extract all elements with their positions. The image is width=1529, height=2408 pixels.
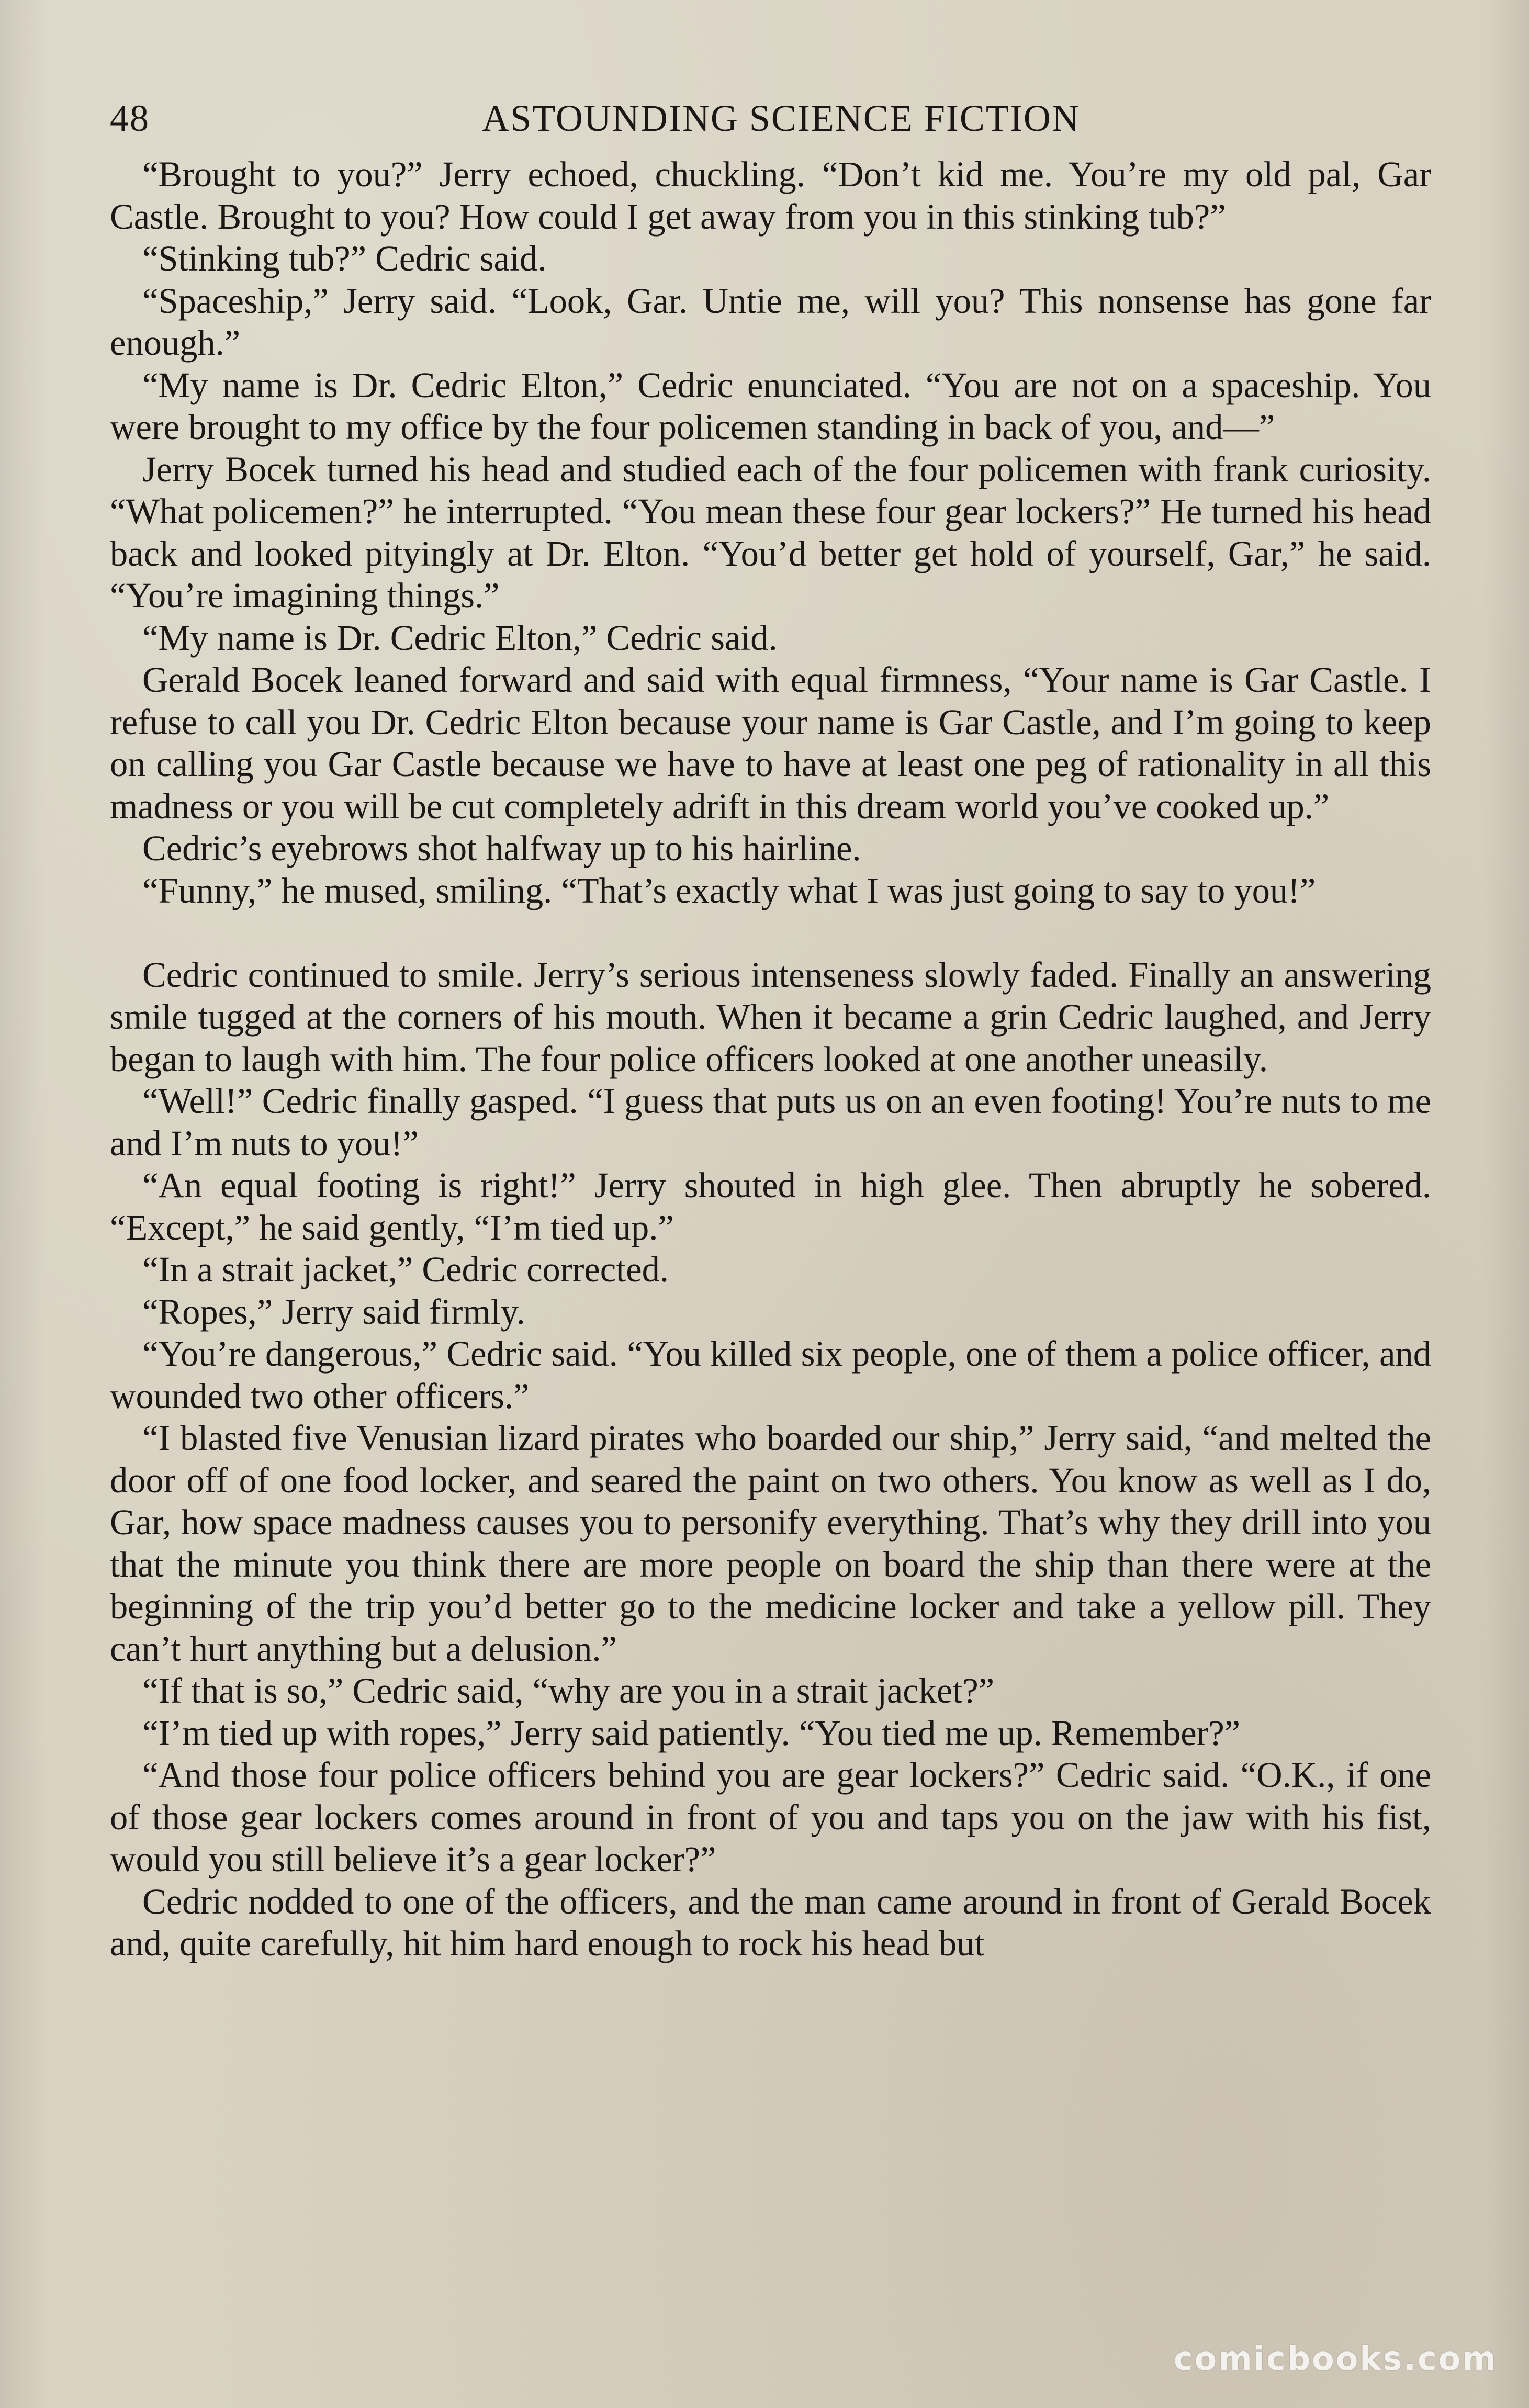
paragraph: “I blasted five Venusian lizard pirates who boarded our ship,” Jerry said, “and melted the door off of one food locker, and seared the paint on two others. You know as well as I do, Gar, how space madness causes you to personify everything. That’s why they drill into you that the minute you think there are more people on board the ship than there were at the beginning of the trip you’d better go to the medicine locker and take a yellow pill. They can’t hurt anything but a delusion.”: [110, 1418, 1431, 1669]
running-head: [110, 97, 1431, 153]
paragraph: Cedric’s eyebrows shot halfway up to his hairline.: [142, 828, 861, 868]
paragraph: “And those four police officers behind you are gear lockers?” Cedric said. “O.K., if one of those gear lockers comes around in front of you and taps you on the jaw with his fist, would you still believe it’s a gear locker?”: [110, 1755, 1431, 1879]
watermark: comicbooks.com: [1173, 2339, 1498, 2378]
paragraph: “My name is Dr. Cedric Elton,” Cedric enunciated. “You are not on a spaceship. You were brought to my office by the four policemen standing in back of you, and—”: [110, 365, 1431, 447]
paragraph: “You’re dangerous,” Cedric said. “You killed six people, one of them a police officer, and wounded two other officers.”: [110, 1334, 1431, 1416]
paragraph: “Brought to you?” Jerry echoed, chuckling. “Don’t kid me. You’re my old pal, Gar Castle. Brought to you? How could I get away from you in this stinking tub?”: [110, 154, 1431, 237]
paragraph: “An equal footing is right!” Jerry shouted in high glee. Then abruptly he sobered. “Except,” he said gently, “I’m tied up.”: [110, 1165, 1431, 1247]
page-number: 48: [110, 97, 150, 139]
paragraph: Cedric continued to smile. Jerry’s serious intenseness slowly faded. Finally an answering smile tugged at the corners of his mouth. When it became a grin Cedric laughed, and Jerry began to laugh with him. The four police officers looked at one another uneasily.: [110, 954, 1431, 1079]
paragraph: “Funny,” he mused, smiling. “That’s exactly what I was just going to say to you!”: [142, 870, 1316, 910]
paragraph: “Ropes,” Jerry said firmly.: [142, 1291, 525, 1332]
paragraph: “Stinking tub?” Cedric said.: [142, 239, 547, 278]
paragraph: “Spaceship,” Jerry said. “Look, Gar. Untie me, will you? This nonsense has gone far enough.”: [110, 280, 1431, 363]
paragraph: “My name is Dr. Cedric Elton,” Cedric said.: [142, 617, 778, 658]
book-page: [110, 97, 1431, 2347]
paragraph: Cedric nodded to one of the officers, and the man came around in front of Gerald Bocek and, quite carefully, hit him hard enough to rock his head but: [110, 1881, 1431, 1963]
paragraph: Jerry Bocek turned his head and studied each of the four policemen with frank curiosity. “What policemen?” he interrupted. “You mean these four gear lockers?” He turned his head back and looked pityingly at Dr. Elton. “You’d better get hold of yourself, Gar,” he said. “You’re imagining things.”: [110, 449, 1431, 615]
story-text: [110, 153, 1431, 1965]
section-break: [110, 912, 1431, 954]
paragraph: “In a strait jacket,” Cedric corrected.: [142, 1250, 669, 1289]
paragraph: “Well!” Cedric finally gasped. “I guess that puts us on an even footing! You’re nuts to me and I’m nuts to you!”: [110, 1081, 1431, 1163]
paragraph: “I’m tied up with ropes,” Jerry said patiently. “You tied me up. Remember?”: [142, 1713, 1241, 1753]
magazine-title: ASTOUNDING SCIENCE FICTION: [482, 97, 1080, 139]
paragraph: Gerald Bocek leaned forward and said with equal firmness, “Your name is Gar Castle. I refuse to call you Dr. Cedric Elton because your name is Gar Castle, and I’m going to keep on calling you Gar Castle because we have to have at least one peg of rationality in all this madness or you will be cut completely adrift in this dream world you’ve cooked up.”: [110, 660, 1431, 826]
paragraph: “If that is so,” Cedric said, “why are you in a strait jacket?”: [142, 1671, 995, 1711]
